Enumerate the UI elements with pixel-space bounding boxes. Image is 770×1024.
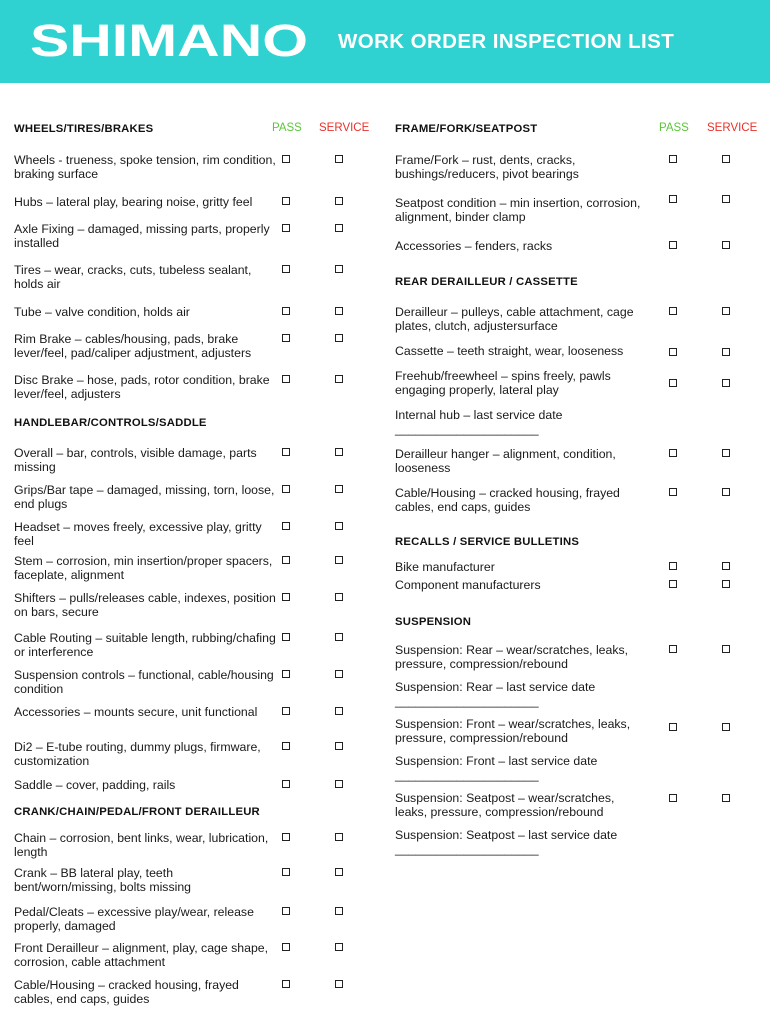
- service-checkbox[interactable]: [335, 224, 343, 232]
- checklist-item: Frame/Fork – rust, dents, cracks, bushings/reducers, pivot bearings: [395, 153, 579, 182]
- pass-checkbox[interactable]: [669, 379, 677, 387]
- pass-checkbox[interactable]: [282, 633, 290, 641]
- header-banner: [0, 0, 770, 83]
- checklist-item: Headset – moves freely, excessive play, gritty feel: [14, 520, 262, 549]
- service-checkbox[interactable]: [335, 742, 343, 750]
- shimano-logo: [30, 19, 310, 61]
- service-checkbox[interactable]: [722, 580, 730, 588]
- section-title-frame: FRAME/FORK/SEATPOST: [395, 123, 538, 135]
- service-checkbox[interactable]: [335, 868, 343, 876]
- pass-checkbox[interactable]: [282, 980, 290, 988]
- checklist-item: Front Derailleur – alignment, play, cage shape, corrosion, cable attachment: [14, 941, 269, 970]
- section-title-suspension: SUSPENSION: [395, 616, 472, 628]
- service-checkbox[interactable]: [335, 307, 343, 315]
- svg-text:SHIMANO: SHIMANO: [30, 19, 308, 61]
- pass-checkbox[interactable]: [669, 449, 677, 457]
- service-checkbox[interactable]: [335, 485, 343, 493]
- checklist-item: Bike manufacturer: [395, 560, 495, 574]
- service-checkbox[interactable]: [335, 633, 343, 641]
- pass-checkbox[interactable]: [282, 943, 290, 951]
- service-checkbox[interactable]: [335, 265, 343, 273]
- service-checkbox[interactable]: [335, 780, 343, 788]
- service-checkbox[interactable]: [722, 348, 730, 356]
- checklist-item: Derailleur – pulleys, cable attachment, cage plates, clutch, adjustersurface: [395, 305, 634, 334]
- pass-checkbox[interactable]: [282, 593, 290, 601]
- service-checkbox[interactable]: [335, 155, 343, 163]
- service-checkbox[interactable]: [335, 556, 343, 564]
- pass-checkbox[interactable]: [282, 868, 290, 876]
- service-checkbox[interactable]: [722, 307, 730, 315]
- section-title-handlebar: HANDLEBAR/CONTROLS/SADDLE: [14, 417, 207, 429]
- section-title-wheels: WHEELS/TIRES/BRAKES: [14, 123, 154, 135]
- service-checkbox[interactable]: [722, 155, 730, 163]
- pass-checkbox[interactable]: [669, 155, 677, 163]
- section-title-crank: CRANK/CHAIN/PEDAL/FRONT DERAILLEUR: [14, 806, 260, 818]
- pass-checkbox[interactable]: [669, 488, 677, 496]
- service-checkbox[interactable]: [335, 448, 343, 456]
- checklist-item: Cable/Housing – cracked housing, frayed cables, end caps, guides: [14, 978, 239, 1007]
- service-checkbox[interactable]: [722, 645, 730, 653]
- pass-checkbox[interactable]: [282, 485, 290, 493]
- service-checkbox[interactable]: [722, 562, 730, 570]
- checklist-item: Cable/Housing – cracked housing, frayed cables, end caps, guides: [395, 486, 620, 515]
- service-checkbox[interactable]: [335, 593, 343, 601]
- checklist-item: Suspension: Front – last service date _____________________: [395, 754, 598, 783]
- checklist-item: Suspension: Seatpost – wear/scratches, leaks, pressure, compression/rebound: [395, 791, 615, 820]
- checklist-item: Saddle – cover, padding, rails: [14, 778, 176, 792]
- service-checkbox[interactable]: [722, 241, 730, 249]
- service-checkbox[interactable]: [722, 723, 730, 731]
- pass-checkbox[interactable]: [282, 448, 290, 456]
- pass-checkbox[interactable]: [669, 562, 677, 570]
- pass-checkbox[interactable]: [282, 780, 290, 788]
- checklist-item: Pedal/Cleats – excessive play/wear, release properly, damaged: [14, 905, 254, 934]
- pass-checkbox[interactable]: [669, 307, 677, 315]
- pass-checkbox[interactable]: [282, 265, 290, 273]
- checklist-item: Tires – wear, cracks, cuts, tubeless sealant, holds air: [14, 263, 252, 292]
- checklist-item: Internal hub – last service date _____________________: [395, 408, 563, 437]
- service-checkbox[interactable]: [335, 707, 343, 715]
- service-checkbox[interactable]: [722, 195, 730, 203]
- pass-checkbox[interactable]: [669, 794, 677, 802]
- checklist-item: Suspension: Rear – last service date _____________________: [395, 680, 596, 709]
- checklist-item: Accessories – fenders, racks: [395, 239, 553, 253]
- pass-checkbox[interactable]: [282, 833, 290, 841]
- pass-checkbox[interactable]: [282, 334, 290, 342]
- pass-checkbox[interactable]: [282, 742, 290, 750]
- service-checkbox[interactable]: [335, 522, 343, 530]
- pass-checkbox[interactable]: [669, 723, 677, 731]
- page-title: WORK ORDER INSPECTION LIST: [338, 30, 675, 53]
- service-checkbox[interactable]: [722, 488, 730, 496]
- checklist-item: Cassette – teeth straight, wear, looseness: [395, 344, 624, 358]
- checklist-item: Axle Fixing – damaged, missing parts, properly installed: [14, 222, 270, 251]
- checklist-item: Tube – valve condition, holds air: [14, 305, 190, 319]
- pass-column-header: PASS: [659, 122, 689, 134]
- service-column-header: SERVICE: [319, 122, 370, 134]
- checklist-item: Component manufacturers: [395, 578, 541, 592]
- pass-checkbox[interactable]: [669, 241, 677, 249]
- checklist-item: Shifters – pulls/releases cable, indexes, position on bars, secure: [14, 591, 276, 620]
- checklist-item: Crank – BB lateral play, teeth bent/worn/missing, bolts missing: [14, 866, 192, 895]
- checklist-item: Chain – corrosion, bent links, wear, lubrication, length: [14, 831, 269, 860]
- pass-checkbox[interactable]: [669, 645, 677, 653]
- service-checkbox[interactable]: [335, 670, 343, 678]
- checklist-item: Wheels - trueness, spoke tension, rim condition, braking surface: [14, 153, 276, 182]
- checklist-item: Overall – bar, controls, visible damage, parts missing: [14, 446, 257, 475]
- checklist-item: Rim Brake – cables/housing, pads, brake lever/feel, pad/caliper adjustment, adjusters: [14, 332, 252, 361]
- pass-checkbox[interactable]: [669, 195, 677, 203]
- pass-checkbox[interactable]: [669, 580, 677, 588]
- checklist-item: Di2 – E-tube routing, dummy plugs, firmware, customization: [14, 740, 261, 769]
- checklist-item: Accessories – mounts secure, unit functional: [14, 705, 258, 719]
- checklist-item: Suspension: Rear – wear/scratches, leaks, pressure, compression/rebound: [395, 643, 629, 672]
- checklist-item: Suspension: Seatpost – last service date _____________________: [395, 828, 618, 857]
- pass-checkbox[interactable]: [669, 348, 677, 356]
- pass-checkbox[interactable]: [282, 224, 290, 232]
- pass-checkbox[interactable]: [282, 907, 290, 915]
- checklist-item: Hubs – lateral play, bearing noise, gritty feel: [14, 195, 253, 209]
- section-title-rear-derailleur: REAR DERAILLEUR / CASSETTE: [395, 276, 578, 288]
- service-checkbox[interactable]: [335, 833, 343, 841]
- service-checkbox[interactable]: [722, 379, 730, 387]
- service-checkbox[interactable]: [722, 794, 730, 802]
- checklist-item: Derailleur hanger – alignment, condition, looseness: [395, 447, 616, 476]
- checklist-item: Suspension controls – functional, cable/housing condition: [14, 668, 274, 697]
- service-checkbox[interactable]: [335, 334, 343, 342]
- checklist-item: Disc Brake – hose, pads, rotor condition, brake lever/feel, adjusters: [14, 373, 270, 402]
- service-checkbox[interactable]: [722, 449, 730, 457]
- checklist-item: Stem – corrosion, min insertion/proper spacers, faceplate, alignment: [14, 554, 273, 583]
- checklist-item: Seatpost condition – min insertion, corrosion, alignment, binder clamp: [395, 196, 641, 225]
- pass-checkbox[interactable]: [282, 522, 290, 530]
- service-checkbox[interactable]: [335, 375, 343, 383]
- service-checkbox[interactable]: [335, 197, 343, 205]
- pass-checkbox[interactable]: [282, 307, 290, 315]
- service-checkbox[interactable]: [335, 980, 343, 988]
- pass-checkbox[interactable]: [282, 155, 290, 163]
- checklist-item: Cable Routing – suitable length, rubbing/chafing or interference: [14, 631, 276, 660]
- checklist-item: Grips/Bar tape – damaged, missing, torn, loose, end plugs: [14, 483, 275, 512]
- pass-column-header: PASS: [272, 122, 302, 134]
- pass-checkbox[interactable]: [282, 197, 290, 205]
- checklist-item: Freehub/freewheel – spins freely, pawls engaging properly, lateral play: [395, 369, 611, 398]
- service-column-header: SERVICE: [707, 122, 758, 134]
- pass-checkbox[interactable]: [282, 670, 290, 678]
- pass-checkbox[interactable]: [282, 707, 290, 715]
- service-checkbox[interactable]: [335, 943, 343, 951]
- service-checkbox[interactable]: [335, 907, 343, 915]
- checklist-item: Suspension: Front – wear/scratches, leaks, pressure, compression/rebound: [395, 717, 631, 746]
- section-title-recalls: RECALLS / SERVICE BULLETINS: [395, 536, 580, 548]
- pass-checkbox[interactable]: [282, 375, 290, 383]
- pass-checkbox[interactable]: [282, 556, 290, 564]
